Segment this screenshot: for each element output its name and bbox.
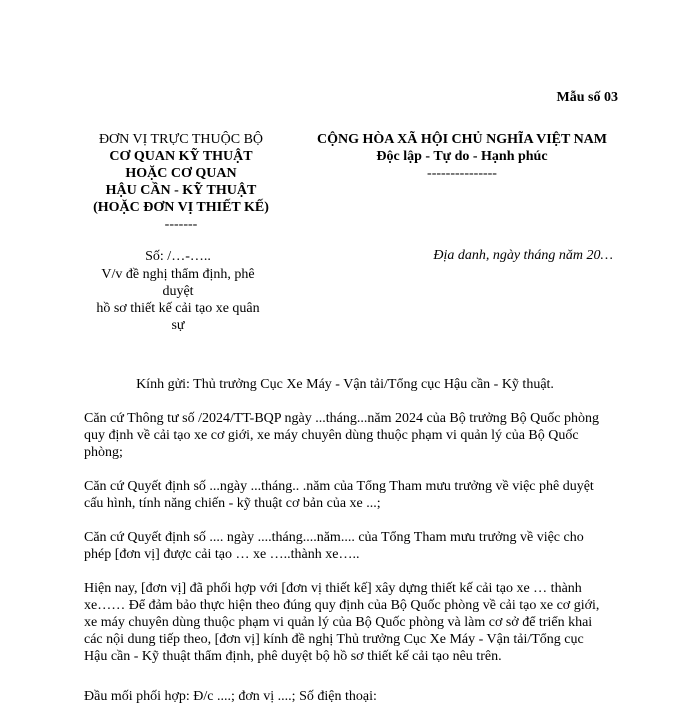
issuing-unit-line-4: HẬU CẦN - KỸ THUẬT bbox=[105, 183, 257, 198]
paragraph: Căn cứ Quyết định số ...ngày ...tháng.. .năm của Tổng Tham mưu trưởng về việc phê duyệt cấu hình, tính năng chiến - kỹ thuật cơ bản của xe ...; bbox=[84, 479, 594, 511]
issuing-unit-line-1: ĐƠN VỊ TRỰC THUỘC BỘ bbox=[98, 132, 264, 147]
paragraph: Căn cứ Thông tư số /2024/TT-BQP ngày ...tháng...năm 2024 của Bộ trưởng Bộ Quốc phòng quy định về cải tạo xe cơ giới, xe máy chuyên dùng thuộc phạm vi quản lý của Bộ Quốc phòng; bbox=[84, 411, 599, 460]
national-motto: Độc lập - Tự do - Hạnh phúc bbox=[376, 149, 548, 164]
issuing-unit-line-2: CƠ QUAN KỸ THUẬT bbox=[109, 149, 253, 164]
motto-divider: --------------- bbox=[427, 166, 497, 181]
issuing-unit-divider: ------- bbox=[164, 217, 198, 232]
issuing-unit-line-5: (HOẶC ĐƠN VỊ THIẾT KẾ) bbox=[93, 200, 269, 215]
subject-line-2: duyệt bbox=[162, 284, 194, 299]
recipient-line: Kính gửi: Thủ trưởng Cục Xe Máy - Vận tải/Tổng cục Hậu cần - Kỹ thuật. bbox=[136, 377, 554, 392]
document-number: Số: /…-….. bbox=[145, 249, 211, 264]
subject-line-3: hồ sơ thiết kế cải tạo xe quân bbox=[96, 301, 260, 316]
subject-line-4: sự bbox=[171, 318, 185, 333]
paragraph: Căn cứ Quyết định số .... ngày ....tháng....năm.... của Tổng Tham mưu trưởng về việc cho phép [đơn vị] được cải tạo … xe …..thành xe….. bbox=[84, 530, 584, 562]
subject-block bbox=[80, 266, 276, 334]
contact-line-partial: Đầu mối phối hợp: Đ/c ....; đơn vị ....; Số điện thoại: bbox=[84, 689, 377, 704]
place-date-line: Địa danh, ngày tháng năm 20… bbox=[433, 248, 613, 263]
subject-line-1: V/v đề nghị thẩm định, phê bbox=[101, 267, 255, 282]
national-motto-header bbox=[282, 131, 642, 182]
country-name: CỘNG HÒA XÃ HỘI CHỦ NGHĨA VIỆT NAM bbox=[316, 132, 607, 147]
form-number: Mẫu số 03 bbox=[556, 90, 618, 105]
paragraph: Hiện nay, [đơn vị] đã phối hợp với [đơn vị thiết kế] xây dựng thiết kế cải tạo xe … thành xe…… Để đảm bảo thực hiện theo đúng quy định của Bộ Quốc phòng về cải tạo xe cơ giới, xe máy chuyên dùng thuộc phạm vi quản lý của Bộ Quốc phòng và làm cơ sở để triển khai các nội dung tiếp theo, [đơn vị] kính đề nghị Thủ trưởng Cục Xe Máy - Vận tải/Tổng cục Hậu cần - Kỹ thuật thẩm định, phê duyệt bộ hồ sơ thiết kế cải tạo nêu trên. bbox=[84, 581, 600, 664]
document-body bbox=[84, 376, 606, 682]
issuing-unit-header bbox=[78, 131, 284, 233]
issuing-unit-line-3: HOẶC CƠ QUAN bbox=[125, 166, 237, 181]
